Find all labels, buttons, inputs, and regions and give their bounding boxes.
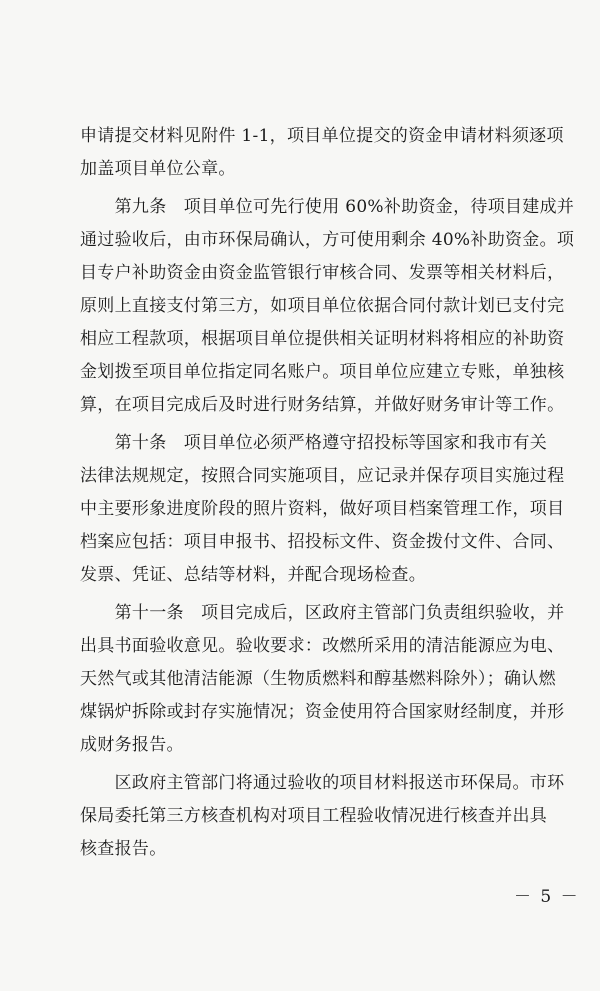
text-line: 算，在项目完成后及时进行财务结算，并做好财务审计等工作。 bbox=[80, 395, 565, 415]
text-line: 原则上直接支付第三方，如项目单位依据合同付款计划已支付完 bbox=[80, 296, 565, 316]
paragraph-article-11 bbox=[80, 597, 565, 762]
paragraph-article-9 bbox=[80, 191, 575, 422]
text-line: 出具书面验收意见。验收要求：改燃所采用的清洁能源应为电、 bbox=[80, 636, 565, 656]
page-number: － 5 － bbox=[514, 887, 580, 907]
text-line: 成财务报告。 bbox=[80, 735, 184, 755]
text-line: 煤锅炉拆除或封存实施情况；资金使用符合国家财经制度，并形 bbox=[80, 702, 565, 722]
text-line: 目专户补助资金由资金监管银行审核合同、发票等相关材料后， bbox=[80, 263, 565, 283]
text-line: 相应工程款项，根据项目单位提供相关证明材料将相应的补助资 bbox=[80, 329, 565, 349]
text-line: 申请提交材料见附件 1-1，项目单位提交的资金申请材料须逐项 bbox=[80, 126, 564, 146]
text-line: 发票、凭证、总结等材料，并配合现场检查。 bbox=[80, 565, 426, 585]
text-line: 第十条 项目单位必须严格遵守招投标等国家和我市有关 bbox=[80, 433, 548, 453]
text-line: 通过验收后，由市环保局确认，方可使用剩余 40%补助资金。项 bbox=[80, 230, 575, 250]
text-line: 法律法规规定，按照合同实施项目，应记录并保存项目实施过程 bbox=[80, 466, 565, 486]
text-line: 天然气或其他清洁能源（生物质燃料和醇基燃料除外）；确认燃 bbox=[80, 669, 556, 689]
text-line: 中主要形象进度阶段的照片资料，做好项目档案管理工作，项目 bbox=[80, 499, 565, 519]
document-body bbox=[80, 120, 575, 866]
text-line: 第九条 项目单位可先行使用 60%补助资金，待项目建成并 bbox=[80, 197, 575, 217]
paragraph-article-10 bbox=[80, 427, 565, 592]
paragraph-intro bbox=[80, 120, 564, 186]
text-line: 第十一条 项目完成后，区政府主管部门负责组织验收，并 bbox=[80, 603, 565, 623]
text-line: 加盖项目单位公章。 bbox=[80, 159, 236, 179]
paragraph-closing bbox=[80, 767, 565, 866]
text-line: 金划拨至项目单位指定同名账户。项目单位应建立专账，单独核 bbox=[80, 362, 565, 382]
text-line: 档案应包括：项目申报书、招投标文件、资金拨付文件、合同、 bbox=[80, 532, 565, 552]
text-line: 保局委托第三方核查机构对项目工程验收情况进行核查并出具 bbox=[80, 806, 548, 826]
text-line: 核查报告。 bbox=[80, 839, 167, 859]
text-line: 区政府主管部门将通过验收的项目材料报送市环保局。市环 bbox=[80, 773, 565, 793]
